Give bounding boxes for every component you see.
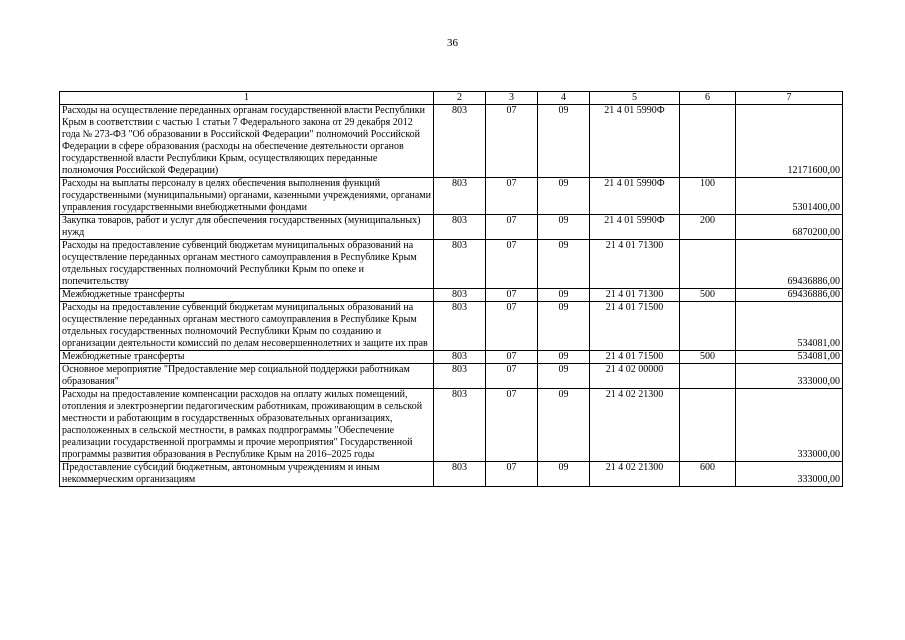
table-row xyxy=(60,178,843,215)
amount-cell: 12171600,00 xyxy=(736,105,843,178)
expense-type-cell: 200 xyxy=(680,215,736,240)
subsection-code-cell: 09 xyxy=(538,389,590,462)
budget-table xyxy=(59,91,843,487)
section-code-cell: 07 xyxy=(486,178,538,215)
subsection-code-cell: 09 xyxy=(538,289,590,302)
amount-cell: 333000,00 xyxy=(736,364,843,389)
amount-cell: 69436886,00 xyxy=(736,240,843,289)
table-header-row xyxy=(60,92,843,105)
subsection-code-cell: 09 xyxy=(538,302,590,351)
ministry-code-cell: 803 xyxy=(434,178,486,215)
target-article-cell: 21 4 01 71300 xyxy=(590,240,680,289)
expense-type-cell: 600 xyxy=(680,462,736,487)
header-cell-col-1: 1 xyxy=(60,92,434,105)
expense-type-cell xyxy=(680,105,736,178)
ministry-code-cell: 803 xyxy=(434,289,486,302)
amount-cell: 69436886,00 xyxy=(736,289,843,302)
section-code-cell: 07 xyxy=(486,240,538,289)
target-article-cell: 21 4 01 5990Ф xyxy=(590,105,680,178)
table-row xyxy=(60,289,843,302)
table-row xyxy=(60,105,843,178)
subsection-code-cell: 09 xyxy=(538,178,590,215)
table-row xyxy=(60,302,843,351)
amount-cell: 534081,00 xyxy=(736,302,843,351)
expense-type-cell xyxy=(680,302,736,351)
target-article-cell: 21 4 01 71500 xyxy=(590,351,680,364)
subsection-code-cell: 09 xyxy=(538,105,590,178)
ministry-code-cell: 803 xyxy=(434,240,486,289)
target-article-cell: 21 4 01 71300 xyxy=(590,289,680,302)
description-cell: Расходы на предоставление компенсации расходов на оплату жилых помещений, отопления и электроэнергии педагогическим работникам, проживающим в сельской местности и работающим в государственных образовательных организациях, расположенных в сельской местности, в рамках подпрограммы "Обеспечение реализации государственной программы и прочие мероприятия" Государственной программы развития образования в Республике Крым на 2016–2025 годы xyxy=(60,389,434,462)
subsection-code-cell: 09 xyxy=(538,364,590,389)
ministry-code-cell: 803 xyxy=(434,105,486,178)
ministry-code-cell: 803 xyxy=(434,302,486,351)
ministry-code-cell: 803 xyxy=(434,364,486,389)
description-cell: Расходы на осуществление переданных органам государственной власти Республики Крым в соответствии с частью 1 статьи 7 Федерального закона от 29 декабря 2012 года № 273-ФЗ "Об образовании в Российской Федерации" полномочий Российской Федерации в сфере образования (расходы на обеспечение деятельности органов государственной власти Республики Крым, осуществляющих переданные полномочия Российской Федерации) xyxy=(60,105,434,178)
page-number: 36 xyxy=(447,37,458,49)
subsection-code-cell: 09 xyxy=(538,240,590,289)
expense-type-cell: 100 xyxy=(680,178,736,215)
subsection-code-cell: 09 xyxy=(538,215,590,240)
expense-type-cell xyxy=(680,364,736,389)
expense-type-cell xyxy=(680,240,736,289)
amount-cell: 5301400,00 xyxy=(736,178,843,215)
amount-cell: 333000,00 xyxy=(736,462,843,487)
description-cell: Основное мероприятие "Предоставление мер социальной поддержки работникам образования" xyxy=(60,364,434,389)
description-cell: Межбюджетные трансферты xyxy=(60,289,434,302)
target-article-cell: 21 4 02 21300 xyxy=(590,389,680,462)
description-cell: Расходы на предоставление субвенций бюджетам муниципальных образований на осуществление переданных органам местного самоуправления в Республике Крым отдельных государственных полномочий Республики Крым по созданию и организации деятельности комиссий по делам несовершеннолетних и защите их прав xyxy=(60,302,434,351)
header-cell-col-4: 4 xyxy=(538,92,590,105)
header-cell-col-2: 2 xyxy=(434,92,486,105)
ministry-code-cell: 803 xyxy=(434,215,486,240)
target-article-cell: 21 4 01 71500 xyxy=(590,302,680,351)
target-article-cell: 21 4 01 5990Ф xyxy=(590,178,680,215)
section-code-cell: 07 xyxy=(486,364,538,389)
target-article-cell: 21 4 02 00000 xyxy=(590,364,680,389)
amount-cell: 6870200,00 xyxy=(736,215,843,240)
table-row xyxy=(60,389,843,462)
description-cell: Расходы на выплаты персоналу в целях обеспечения выполнения функций государственными (муниципальными) органами, казенными учреждениями, органами управления государственными внебюджетными фондами xyxy=(60,178,434,215)
section-code-cell: 07 xyxy=(486,105,538,178)
section-code-cell: 07 xyxy=(486,389,538,462)
section-code-cell: 07 xyxy=(486,302,538,351)
header-cell-col-6: 6 xyxy=(680,92,736,105)
expense-type-cell xyxy=(680,389,736,462)
subsection-code-cell: 09 xyxy=(538,462,590,487)
ministry-code-cell: 803 xyxy=(434,389,486,462)
section-code-cell: 07 xyxy=(486,215,538,240)
description-cell: Предоставление субсидий бюджетным, автономным учреждениям и иным некоммерческим организациям xyxy=(60,462,434,487)
section-code-cell: 07 xyxy=(486,289,538,302)
table-row xyxy=(60,351,843,364)
description-cell: Межбюджетные трансферты xyxy=(60,351,434,364)
ministry-code-cell: 803 xyxy=(434,462,486,487)
table-body xyxy=(60,92,843,487)
header-cell-col-3: 3 xyxy=(486,92,538,105)
subsection-code-cell: 09 xyxy=(538,351,590,364)
expense-type-cell: 500 xyxy=(680,289,736,302)
amount-cell: 333000,00 xyxy=(736,389,843,462)
target-article-cell: 21 4 01 5990Ф xyxy=(590,215,680,240)
table-row xyxy=(60,364,843,389)
table-row xyxy=(60,215,843,240)
section-code-cell: 07 xyxy=(486,462,538,487)
description-cell: Закупка товаров, работ и услуг для обеспечения государственных (муниципальных) нужд xyxy=(60,215,434,240)
section-code-cell: 07 xyxy=(486,351,538,364)
table-row xyxy=(60,240,843,289)
header-cell-col-7: 7 xyxy=(736,92,843,105)
ministry-code-cell: 803 xyxy=(434,351,486,364)
amount-cell: 534081,00 xyxy=(736,351,843,364)
target-article-cell: 21 4 02 21300 xyxy=(590,462,680,487)
expense-type-cell: 500 xyxy=(680,351,736,364)
description-cell: Расходы на предоставление субвенций бюджетам муниципальных образований на осуществление переданных органам местного самоуправления в Республике Крым отдельных государственных полномочий Республики Крым по опеке и попечительству xyxy=(60,240,434,289)
table-row xyxy=(60,462,843,487)
header-cell-col-5: 5 xyxy=(590,92,680,105)
